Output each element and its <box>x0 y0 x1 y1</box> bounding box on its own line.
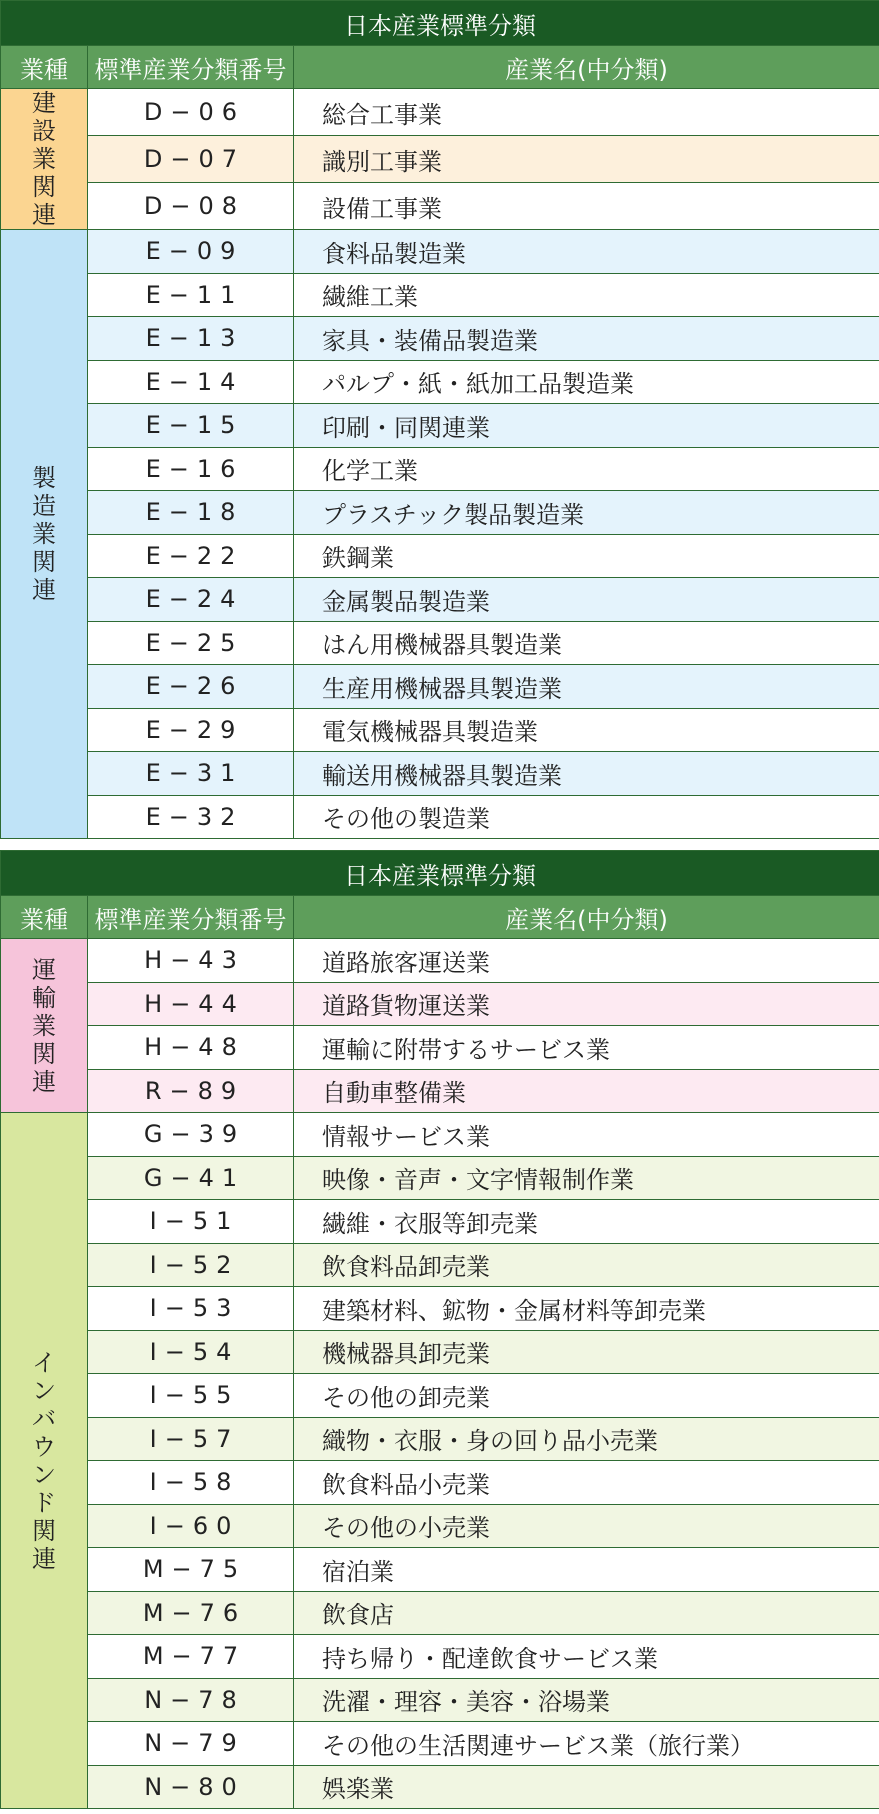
header-industry-name: 産業名(中分類) <box>294 896 879 939</box>
industry-name: 電気機械器具製造業 <box>294 708 879 752</box>
table-row <box>1 1548 879 1592</box>
table-row <box>1 447 879 491</box>
table-row <box>1 665 879 709</box>
table-row <box>1 230 879 274</box>
industry-code: E−25 <box>88 621 294 665</box>
industry-name: 建築材料、鉱物・金属材料等卸売業 <box>294 1287 879 1331</box>
industry-code: N−79 <box>88 1722 294 1766</box>
table-row <box>1 491 879 535</box>
category-cell <box>1 230 88 839</box>
category-cell <box>1 89 88 230</box>
table-row <box>1 982 879 1026</box>
industry-name: 織物・衣服・身の回り品小売業 <box>294 1417 879 1461</box>
industry-code: I−51 <box>88 1200 294 1244</box>
industry-name: プラスチック製品製造業 <box>294 491 879 535</box>
table-row <box>1 1026 879 1070</box>
industry-code: E−22 <box>88 534 294 578</box>
industry-name: 識別工事業 <box>294 136 879 183</box>
table-row <box>1 317 879 361</box>
table-row <box>1 1722 879 1766</box>
table-row <box>1 939 879 983</box>
header-code: 標準産業分類番号 <box>88 896 294 939</box>
table-row <box>1 360 879 404</box>
industry-name: 映像・音声・文字情報制作業 <box>294 1156 879 1200</box>
industry-code: M−75 <box>88 1548 294 1592</box>
industry-code: D−06 <box>88 89 294 136</box>
table-title-row <box>1 1 879 46</box>
header-code: 標準産業分類番号 <box>88 46 294 89</box>
table-title: 日本産業標準分類 <box>1 851 879 896</box>
industry-code: M−76 <box>88 1591 294 1635</box>
industry-name: 化学工業 <box>294 447 879 491</box>
industry-name: 家具・装備品製造業 <box>294 317 879 361</box>
industry-code: G−39 <box>88 1113 294 1157</box>
table-row <box>1 1591 879 1635</box>
industry-code: E−18 <box>88 491 294 535</box>
table-row <box>1 534 879 578</box>
table-title: 日本産業標準分類 <box>1 1 879 46</box>
industry-name: 飲食料品卸売業 <box>294 1243 879 1287</box>
industry-name: パルプ・紙・紙加工品製造業 <box>294 360 879 404</box>
industry-code: H−43 <box>88 939 294 983</box>
table-row <box>1 1330 879 1374</box>
table-row <box>1 1635 879 1679</box>
table-row <box>1 183 879 230</box>
table-row <box>1 1765 879 1809</box>
industry-name: 運輸に附帯するサービス業 <box>294 1026 879 1070</box>
industry-name: 輸送用機械器具製造業 <box>294 752 879 796</box>
industry-table-1 <box>0 0 879 839</box>
industry-name: 洗濯・理容・美容・浴場業 <box>294 1678 879 1722</box>
industry-code: E−13 <box>88 317 294 361</box>
table-row <box>1 795 879 839</box>
industry-code: D−08 <box>88 183 294 230</box>
industry-name: 娯楽業 <box>294 1765 879 1809</box>
industry-code: E−29 <box>88 708 294 752</box>
table-row <box>1 136 879 183</box>
category-cell <box>1 1113 88 1809</box>
industry-name: 宿泊業 <box>294 1548 879 1592</box>
table-row <box>1 621 879 665</box>
industry-name: 道路旅客運送業 <box>294 939 879 983</box>
industry-name: はん用機械器具製造業 <box>294 621 879 665</box>
industry-name: 機械器具卸売業 <box>294 1330 879 1374</box>
industry-code: H−44 <box>88 982 294 1026</box>
industry-code: I−52 <box>88 1243 294 1287</box>
industry-code: M−77 <box>88 1635 294 1679</box>
industry-code: I−54 <box>88 1330 294 1374</box>
industry-name: 道路貨物運送業 <box>294 982 879 1026</box>
industry-code: E−26 <box>88 665 294 709</box>
industry-code: R−89 <box>88 1069 294 1113</box>
table-row <box>1 752 879 796</box>
industry-name: その他の製造業 <box>294 795 879 839</box>
industry-name: その他の小売業 <box>294 1504 879 1548</box>
category-label: 運輸業関連 <box>32 955 56 1096</box>
industry-name: 自動車整備業 <box>294 1069 879 1113</box>
industry-code: D−07 <box>88 136 294 183</box>
table-row <box>1 89 879 136</box>
header-category: 業種 <box>1 896 88 939</box>
category-cell <box>1 939 88 1113</box>
table-row <box>1 1200 879 1244</box>
table-header-row <box>1 46 879 89</box>
table-row <box>1 1156 879 1200</box>
industry-code: I−57 <box>88 1417 294 1461</box>
industry-code: N−80 <box>88 1765 294 1809</box>
table-row <box>1 1287 879 1331</box>
industry-code: E−14 <box>88 360 294 404</box>
industry-name: 鉄鋼業 <box>294 534 879 578</box>
table-row <box>1 1374 879 1418</box>
table-row <box>1 1678 879 1722</box>
table-body <box>1 1 879 839</box>
industry-name: 繊維工業 <box>294 273 879 317</box>
table-row <box>1 1113 879 1157</box>
table-row <box>1 1417 879 1461</box>
industry-code: N−78 <box>88 1678 294 1722</box>
industry-name: 飲食料品小売業 <box>294 1461 879 1505</box>
industry-name: 金属製品製造業 <box>294 578 879 622</box>
industry-code: E−31 <box>88 752 294 796</box>
industry-code: E−24 <box>88 578 294 622</box>
table-title-row <box>1 851 879 896</box>
table-header-row <box>1 896 879 939</box>
industry-code: E−32 <box>88 795 294 839</box>
industry-code: H−48 <box>88 1026 294 1070</box>
industry-name: 生産用機械器具製造業 <box>294 665 879 709</box>
industry-name: 総合工事業 <box>294 89 879 136</box>
industry-name: 設備工事業 <box>294 183 879 230</box>
industry-name: 情報サービス業 <box>294 1113 879 1157</box>
industry-code: I−60 <box>88 1504 294 1548</box>
industry-code: I−58 <box>88 1461 294 1505</box>
table-row <box>1 578 879 622</box>
category-label: 製造業関連 <box>32 464 56 604</box>
table-row <box>1 1243 879 1287</box>
table-row <box>1 404 879 448</box>
category-label: インバウンド関連 <box>32 1348 56 1573</box>
header-category: 業種 <box>1 46 88 89</box>
industry-name: 食料品製造業 <box>294 230 879 274</box>
industry-name: その他の生活関連サービス業（旅行業） <box>294 1722 879 1766</box>
industry-name: 印刷・同関連業 <box>294 404 879 448</box>
industry-code: E−15 <box>88 404 294 448</box>
industry-code: G−41 <box>88 1156 294 1200</box>
category-label: 建設業関連 <box>32 89 56 229</box>
table-body <box>1 851 879 1809</box>
industry-code: E−09 <box>88 230 294 274</box>
table-row <box>1 273 879 317</box>
industry-name: 飲食店 <box>294 1591 879 1635</box>
header-industry-name: 産業名(中分類) <box>294 46 879 89</box>
table-row <box>1 1069 879 1113</box>
industry-code: I−53 <box>88 1287 294 1331</box>
industry-code: I−55 <box>88 1374 294 1418</box>
industry-code: E−11 <box>88 273 294 317</box>
table-row <box>1 1461 879 1505</box>
table-row <box>1 708 879 752</box>
industry-name: 繊維・衣服等卸売業 <box>294 1200 879 1244</box>
industry-name: 持ち帰り・配達飲食サービス業 <box>294 1635 879 1679</box>
industry-name: その他の卸売業 <box>294 1374 879 1418</box>
table-row <box>1 1504 879 1548</box>
industry-code: E−16 <box>88 447 294 491</box>
industry-table-2 <box>0 850 879 1809</box>
